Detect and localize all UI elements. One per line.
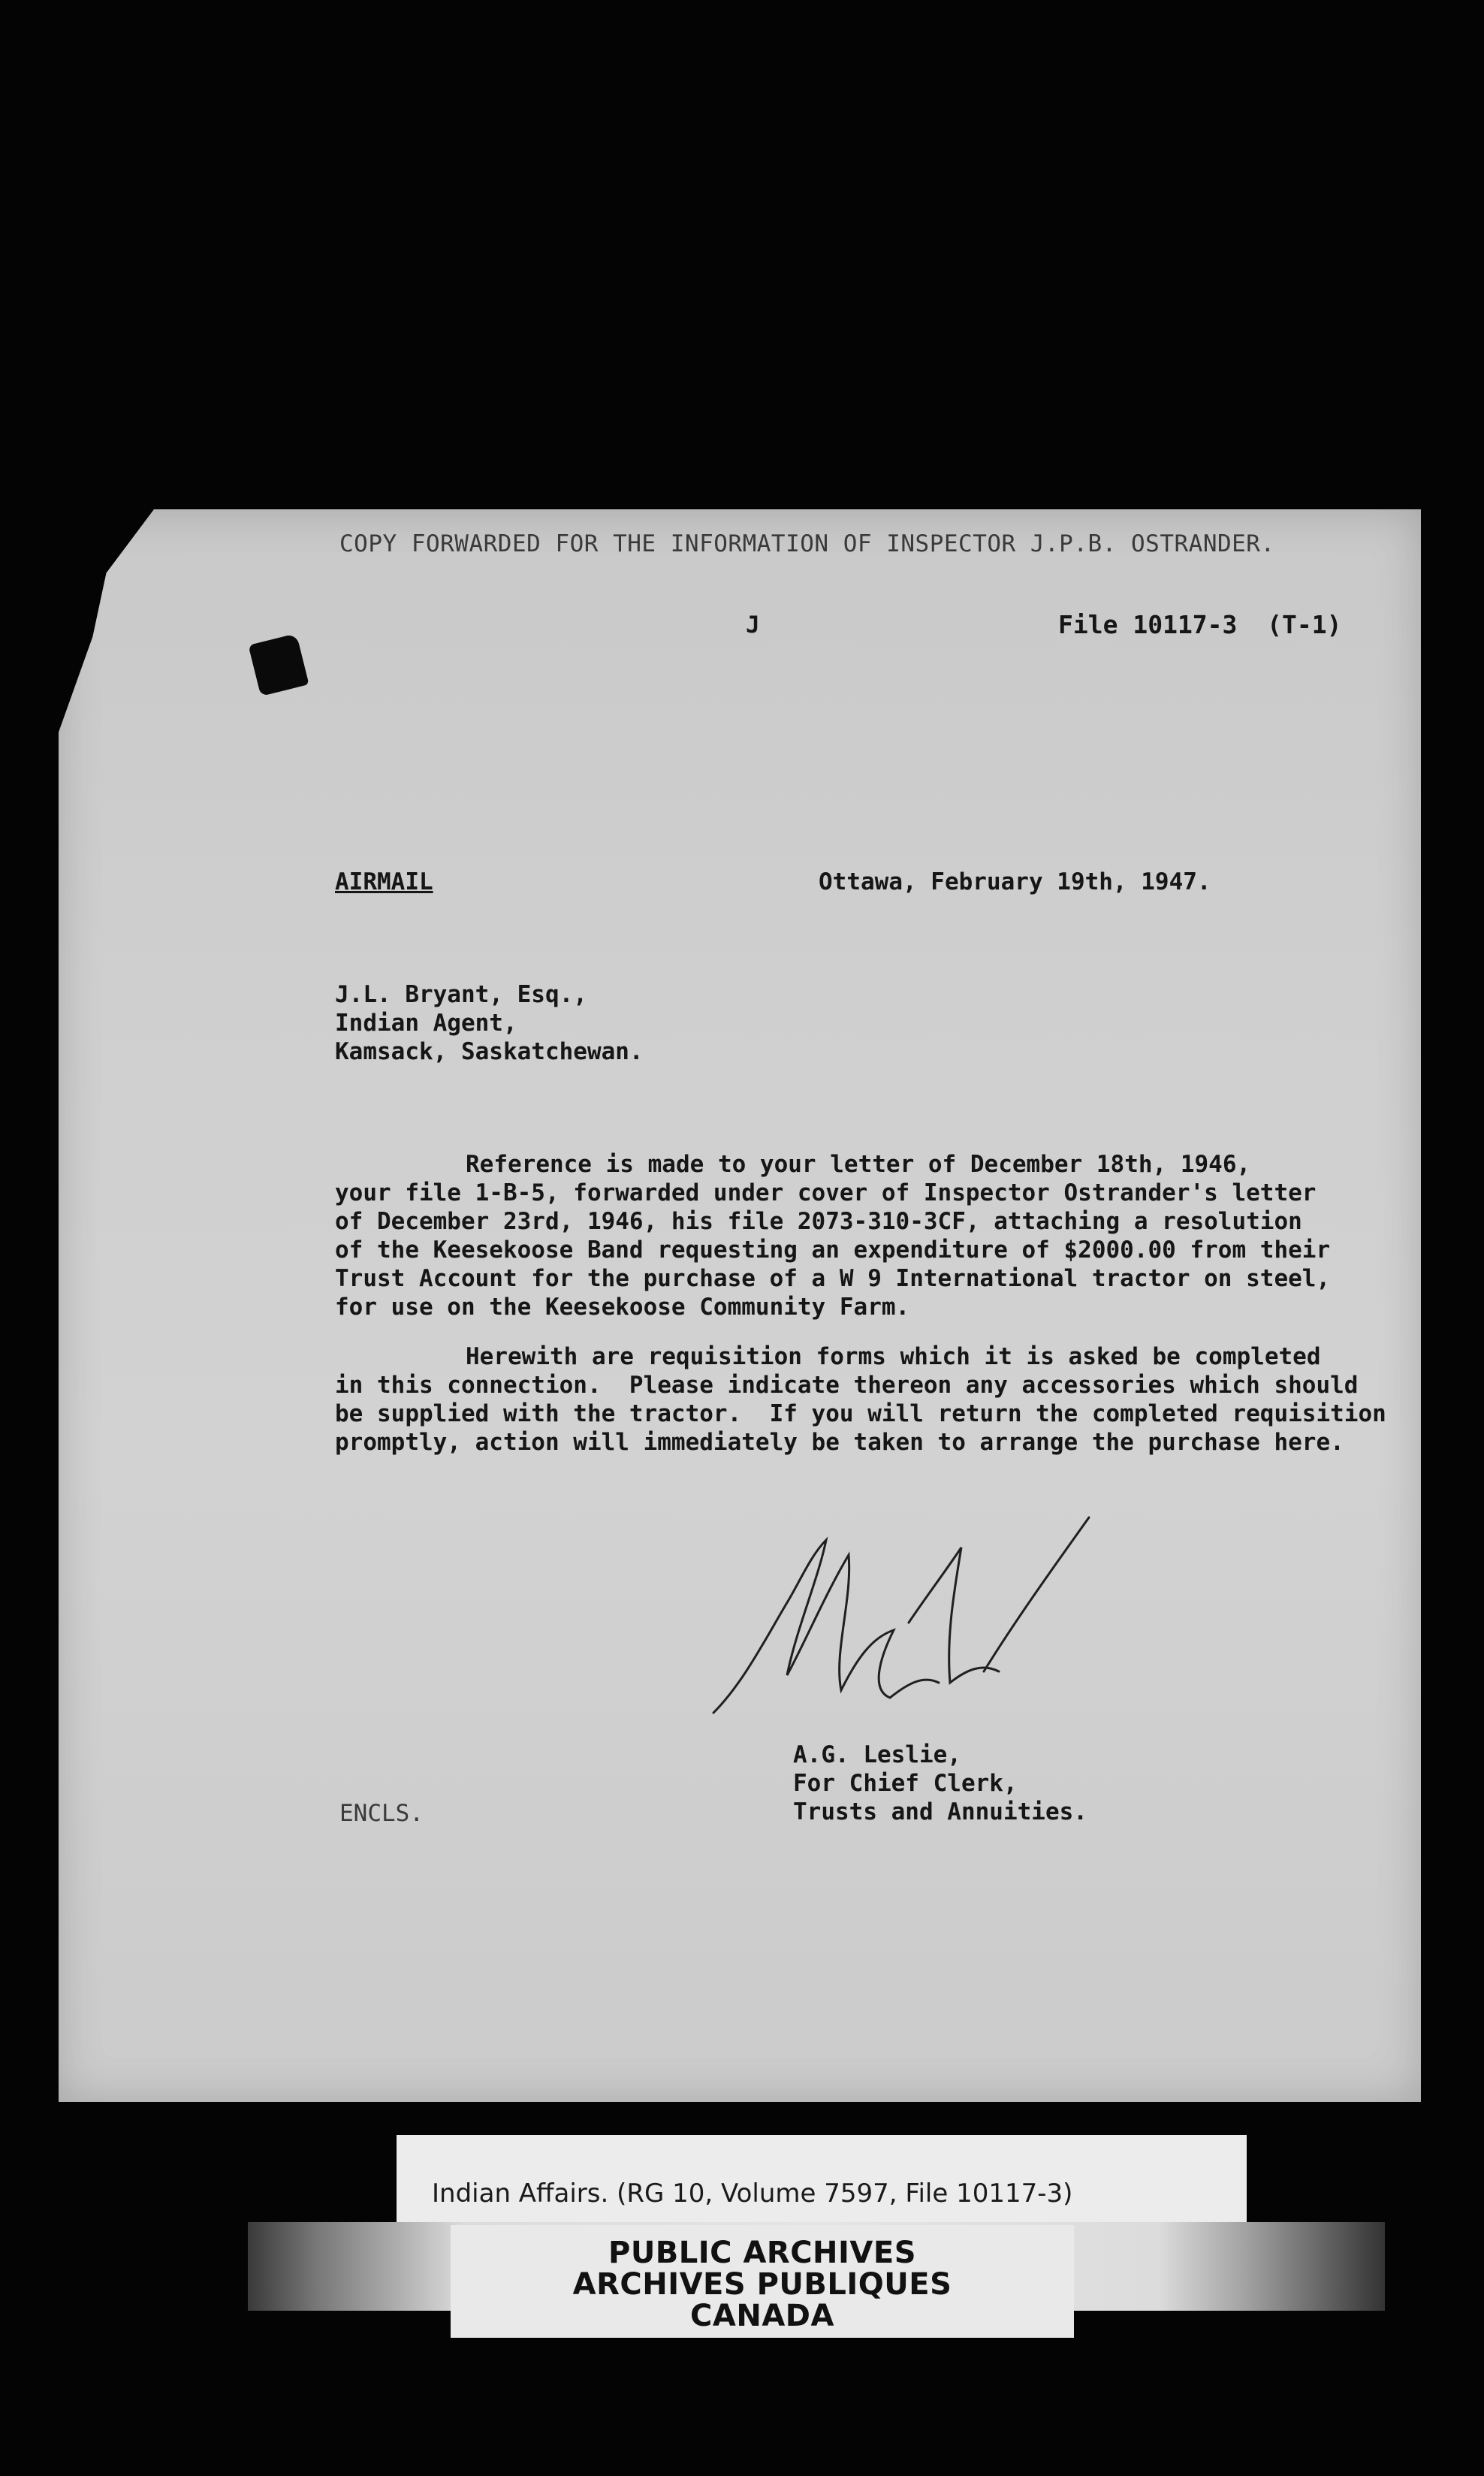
paragraph-line: promptly, action will immediately be taken to arrange the purchase here. bbox=[335, 1429, 1344, 1456]
paragraph-line: Trust Account for the purchase of a W 9 International tractor on steel, bbox=[335, 1265, 1331, 1292]
paragraph-line: Herewith are requisition forms which it is asked be completed bbox=[466, 1343, 1321, 1370]
paragraph-line: in this connection. Please indicate thereon any accessories which should bbox=[335, 1372, 1359, 1399]
paragraph-line: for use on the Keesekoose Community Farm. bbox=[335, 1294, 910, 1321]
address-line: Kamsack, Saskatchewan. bbox=[335, 1038, 644, 1065]
forwarding-note: COPY FORWARDED FOR THE INFORMATION OF INSPECTOR J.P.B. OSTRANDER. bbox=[339, 530, 1275, 557]
archive-stamp-line: PUBLIC ARCHIVES bbox=[608, 2236, 916, 2270]
paragraph-line: of the Keesekoose Band requesting an expenditure of $2000.00 from their bbox=[335, 1236, 1331, 1264]
address-line: Indian Agent, bbox=[335, 1010, 517, 1037]
paragraph-line: be supplied with the tractor. If you will return the completed requisition bbox=[335, 1400, 1386, 1427]
handwritten-signature bbox=[698, 1510, 1104, 1728]
archive-stamp-line: ARCHIVES PUBLIQUES bbox=[572, 2267, 952, 2302]
enclosures-note: ENCLS. bbox=[339, 1800, 424, 1827]
archive-reference-text: Indian Affairs. (RG 10, Volume 7597, File 10117-3) bbox=[432, 2179, 1073, 2209]
address-line: J.L. Bryant, Esq., bbox=[335, 981, 587, 1008]
paragraph-line: your file 1-B-5, forwarded under cover of Inspector Ostrander's letter bbox=[335, 1179, 1317, 1206]
letter-date: Ottawa, February 19th, 1947. bbox=[819, 868, 1211, 895]
file-reference: File 10117-3 (T-1) bbox=[1058, 610, 1342, 639]
archive-stamp-line: CANADA bbox=[690, 2299, 834, 2333]
signatory-department: Trusts and Annuities. bbox=[793, 1798, 1087, 1825]
airmail-label: AIRMAIL bbox=[335, 868, 433, 895]
paragraph-line: of December 23rd, 1946, his file 2073-310-3CF, attaching a resolution bbox=[335, 1208, 1302, 1235]
signatory-title: For Chief Clerk, bbox=[793, 1770, 1018, 1797]
initial-mark: J bbox=[746, 611, 760, 639]
signatory-name: A.G. Leslie, bbox=[793, 1741, 961, 1768]
paragraph-line: Reference is made to your letter of December 18th, 1946, bbox=[466, 1151, 1251, 1178]
